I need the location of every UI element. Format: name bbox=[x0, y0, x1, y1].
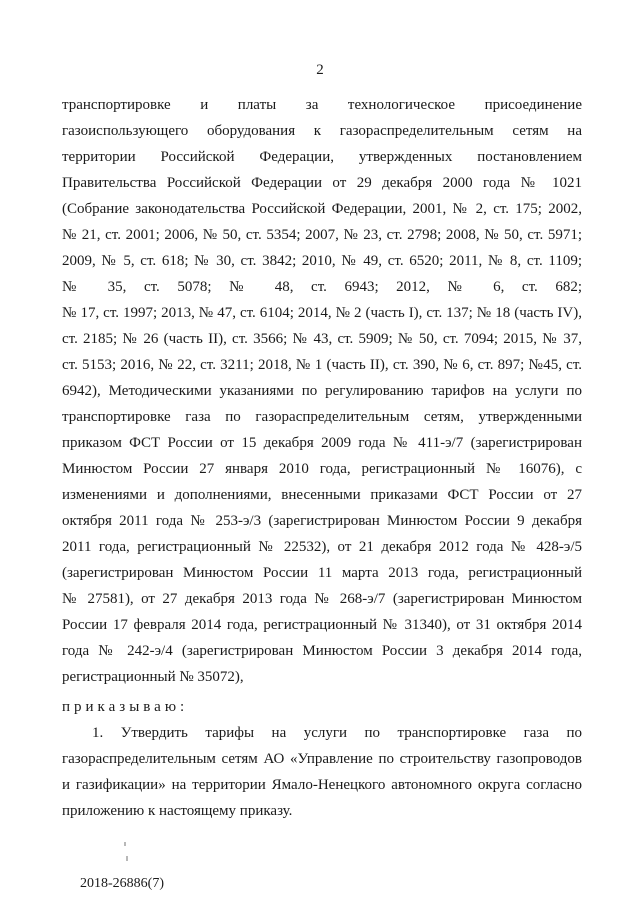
text-line: изменениями и дополнениями, внесенными приказами ФСТ России от 27 bbox=[62, 487, 582, 503]
document-body bbox=[62, 92, 582, 824]
text-line: России 17 февраля 2014 года, регистрационный № 31340), от 31 октября 2014 bbox=[62, 617, 582, 633]
text-line: приложению к настоящему приказу. bbox=[62, 803, 293, 819]
text-line: (зарегистрирован Минюстом России 11 марта 2013 года, регистрационный bbox=[62, 565, 582, 581]
preamble-paragraph bbox=[62, 92, 582, 690]
text-line: 6942), Методическими указаниями по регулированию тарифов на услуги по bbox=[62, 383, 582, 399]
text-line: № 21, ст. 2001; 2006, № 50, ст. 5354; 2007, № 23, ст. 2798; 2008, № 50, ст. 5971; bbox=[62, 227, 582, 243]
text-line: территории Российской Федерации, утвержденных постановлением bbox=[62, 149, 582, 165]
item-1-paragraph bbox=[62, 720, 582, 824]
text-line: 2009, № 5, ст. 618; № 30, ст. 3842; 2010, № 49, ст. 6520; 2011, № 8, ст. 1109; bbox=[62, 253, 582, 269]
scan-mark bbox=[126, 856, 128, 861]
text-line: ст. 2185; № 26 (часть II), ст. 3566; № 43, ст. 5909; № 50, ст. 7094; 2015, № 37, bbox=[62, 331, 582, 347]
decree-word: приказываю: bbox=[62, 699, 189, 715]
text-line: Минюстом России 27 января 2010 года, регистрационный № 16076), с bbox=[62, 461, 582, 477]
text-line: приказом ФСТ России от 15 декабря 2009 года № 411-э/7 (зарегистрирован bbox=[62, 435, 582, 451]
text-line: (Собрание законодательства Российской Федерации, 2001, № 2, ст. 175; 2002, bbox=[62, 201, 582, 217]
text-line: 2011 года, регистрационный № 22532), от 21 декабря 2012 года № 428-э/5 bbox=[62, 539, 582, 555]
text-line: октября 2011 года № 253-э/3 (зарегистрирован Минюстом России 9 декабря bbox=[62, 513, 582, 529]
text-line: ст. 5153; 2016, № 22, ст. 3211; 2018, № 1 (часть II), ст. 390, № 6, ст. 897; №45, ст. bbox=[62, 357, 582, 373]
text-line: № 35, ст. 5078; № 48, ст. 6943; 2012, № 6, ст. 682; bbox=[62, 279, 582, 295]
text-line: и газификации» на территории Ямало-Ненецкого автономного округа согласно bbox=[62, 777, 582, 793]
text-line: газоиспользующего оборудования к газораспределительным сетям на bbox=[62, 123, 582, 139]
text-line: года № 242-э/4 (зарегистрирован Минюстом России 3 декабря 2014 года, bbox=[62, 643, 582, 659]
document-code: 2018-26886(7) bbox=[80, 876, 164, 891]
text-line: регистрационный № 35072), bbox=[62, 669, 244, 685]
text-line: газораспределительным сетям АО «Управление по строительству газопроводов bbox=[62, 751, 582, 767]
text-line: транспортировке и платы за технологическое присоединение bbox=[62, 97, 582, 113]
text-line: Правительства Российской Федерации от 29 декабря 2000 года № 1021 bbox=[62, 175, 582, 191]
page-number: 2 bbox=[316, 62, 324, 78]
text-line: 1. Утвердить тарифы на услуги по транспортировке газа по bbox=[92, 725, 582, 741]
text-line: № 27581), от 27 декабря 2013 года № 268-э/7 (зарегистрирован Минюстом bbox=[62, 591, 582, 607]
text-line: транспортировке газа по газораспределительным сетям, утвержденными bbox=[62, 409, 582, 425]
text-line: № 17, ст. 1997; 2013, № 47, ст. 6104; 2014, № 2 (часть I), ст. 137; № 18 (часть IV), bbox=[62, 305, 582, 321]
scan-mark bbox=[124, 842, 126, 846]
